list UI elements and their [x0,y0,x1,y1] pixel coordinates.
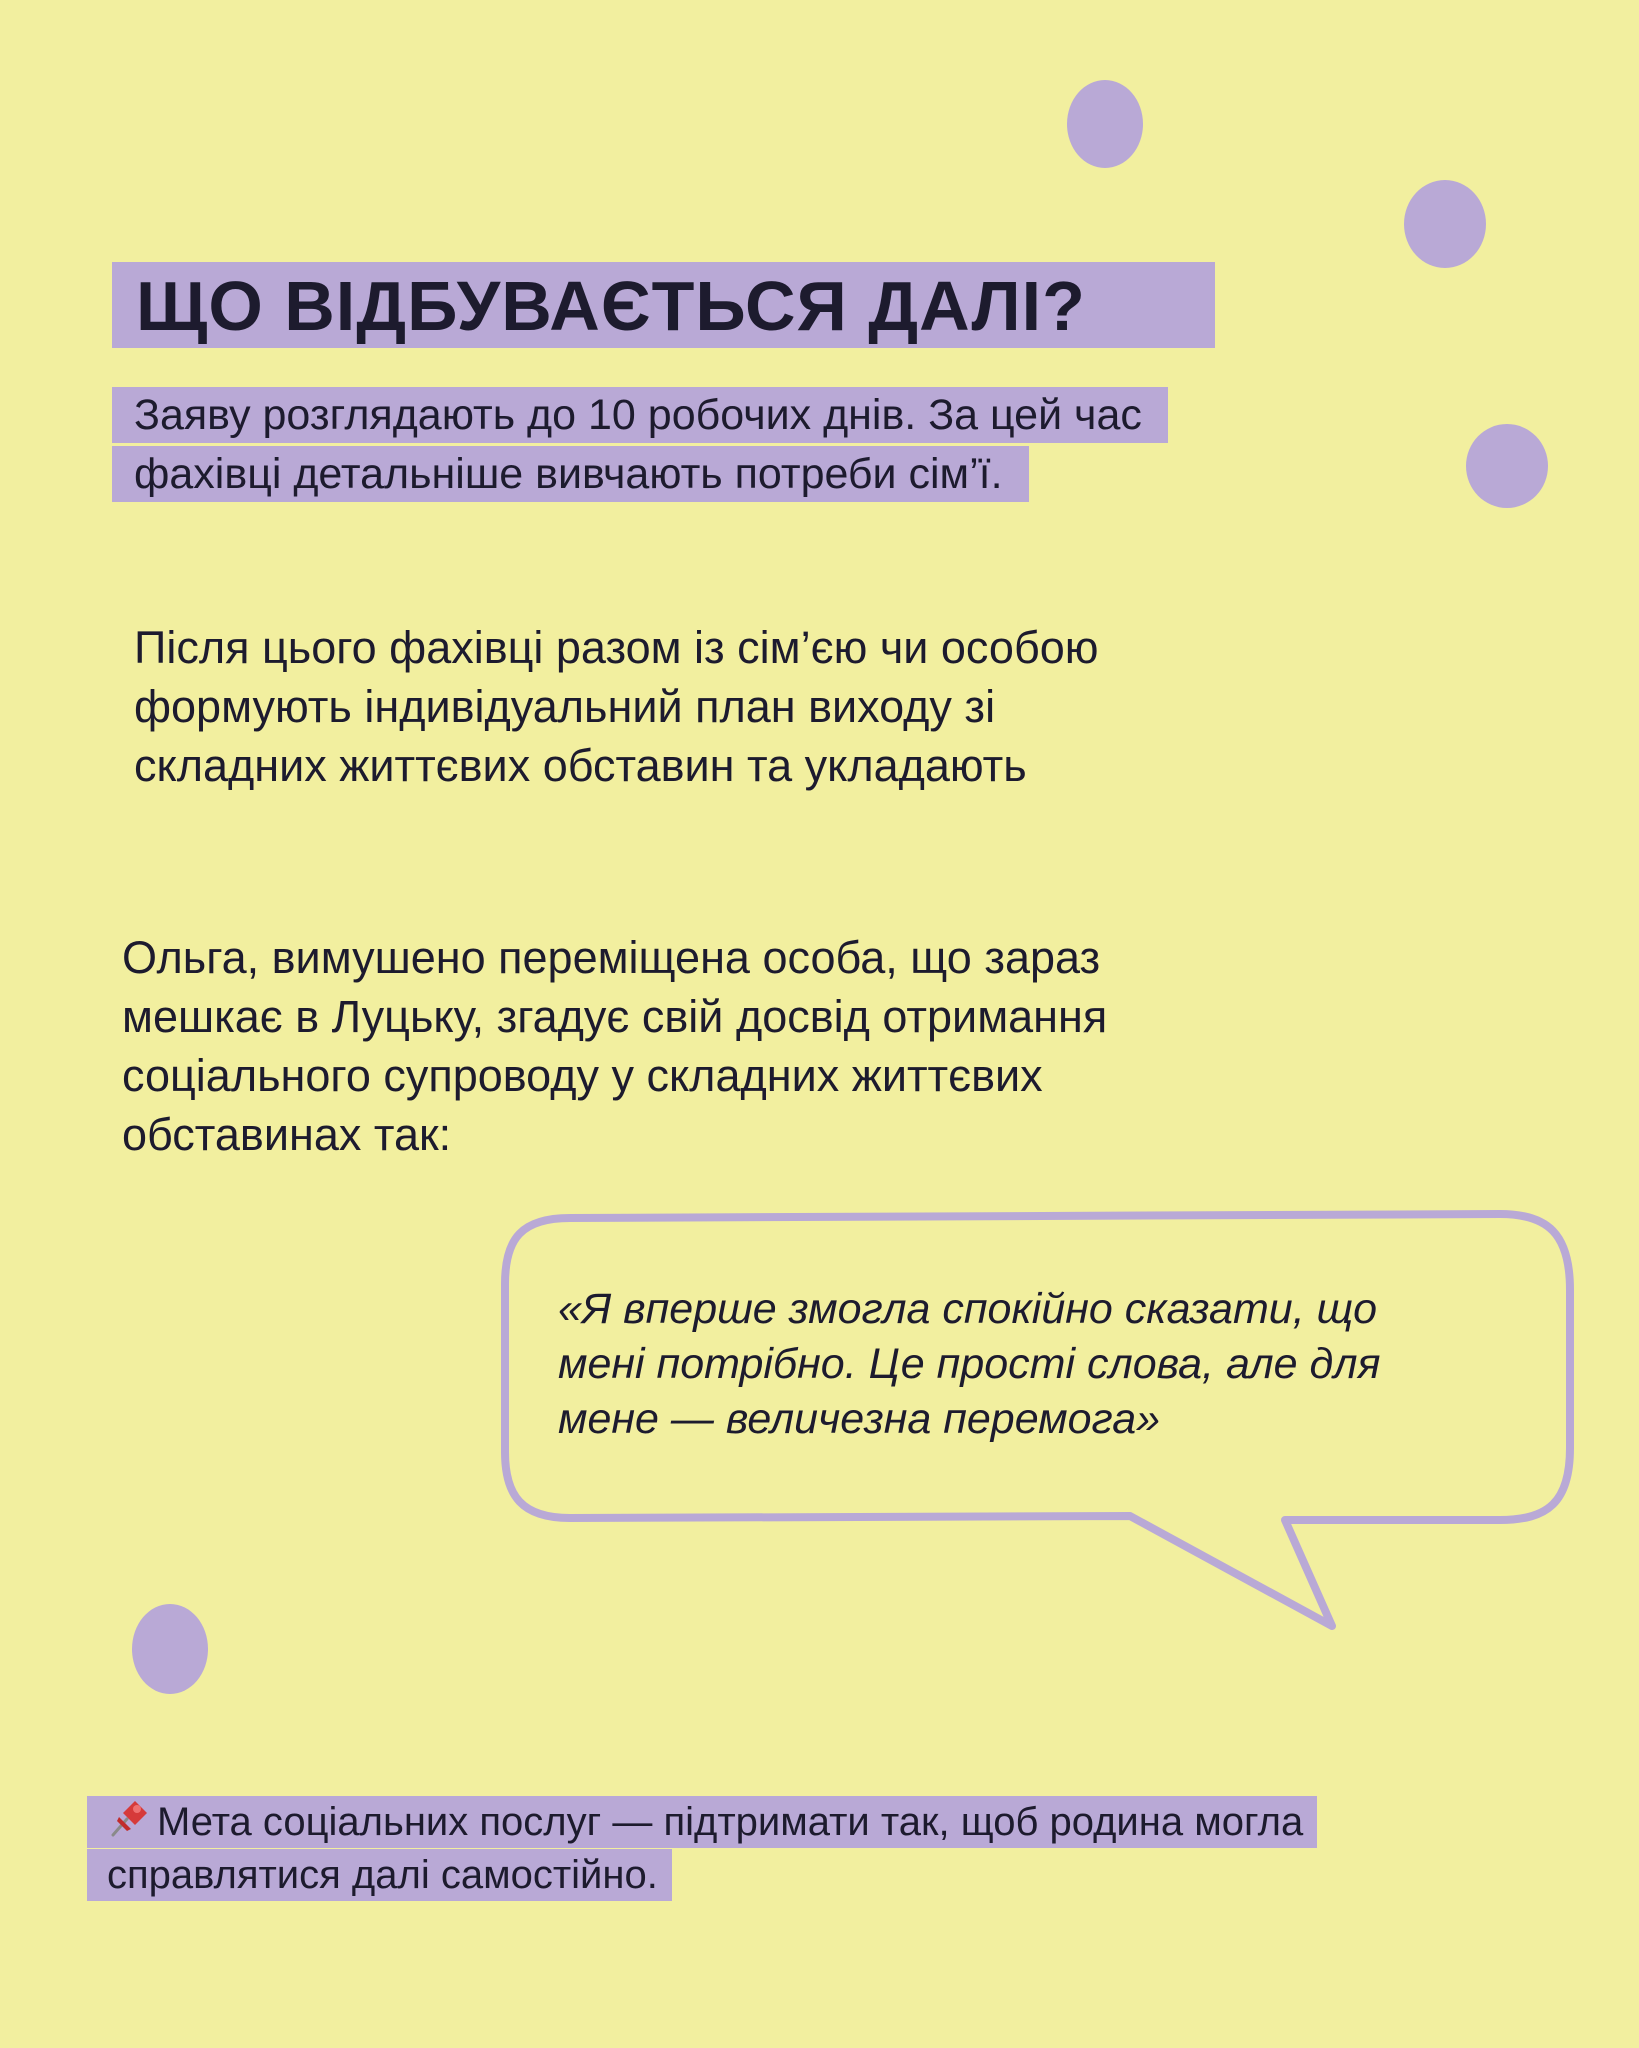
goal-note-highlight [87,1796,1317,1901]
after-paragraph: Після цього фахівці разом із сім’єю чи особою формують індивідуальний план виходу зі складних життєвих обставин та укладають [134,622,1099,791]
page-title-text: ЩО ВІДБУВАЄТЬСЯ ДАЛІ? [136,267,1086,345]
goal-note-text: Мета соціальних послуг — підтримати так, щоб родина могла справлятися далі самостійно. [107,1800,1304,1897]
pushpin-icon [107,1797,151,1839]
quote-text: «Я вперше змогла спокійно сказати, що мені потрібно. Це прості слова, але для мене — величезна перемога» [558,1285,1381,1443]
intro-text: Заяву розглядають до 10 робочих днів. За цей час фахівці детальніше вивчають потреби сім’ї. [112,387,1168,502]
story-paragraph: Ольга, вимушено переміщена особа, що зараз мешкає в Луцьку, згадує свій досвід отримання соціального супроводу у складних життєвих обставинах так: [122,932,1108,1160]
goal-note [87,1796,1457,1902]
